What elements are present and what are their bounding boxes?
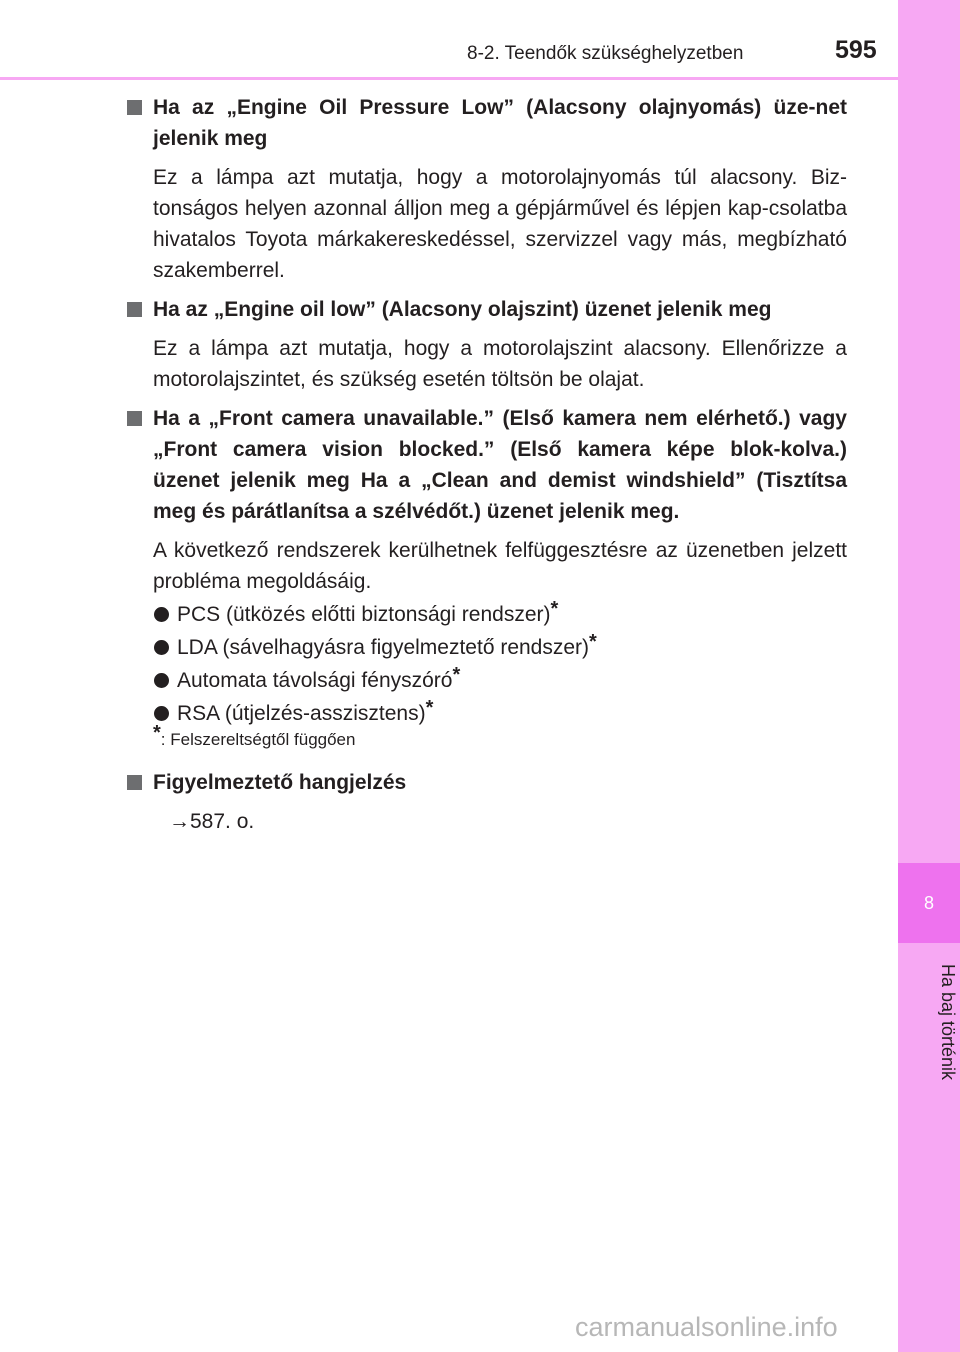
asterisk-mark: * — [153, 722, 161, 744]
section-heading-warning-sound — [125, 767, 847, 798]
bullet-dot-icon — [154, 673, 169, 688]
asterisk-mark: * — [550, 598, 559, 620]
square-bullet-icon — [127, 775, 142, 790]
chapter-title: Ha baj történik — [938, 963, 958, 1081]
square-bullet-icon — [127, 411, 142, 426]
page-header — [0, 0, 898, 80]
watermark: carmanualsonline.info — [575, 1312, 838, 1342]
square-bullet-icon — [127, 100, 142, 115]
list-item — [125, 599, 847, 630]
page-number: 595 — [835, 36, 877, 64]
page-reference: →587. o. — [169, 810, 255, 833]
footnote-text: : Felszereltségtől függően — [160, 730, 356, 749]
page-content — [125, 88, 847, 837]
list-item — [125, 665, 847, 696]
asterisk-mark: * — [589, 631, 597, 653]
list-item-text: LDA (sávelhagyásra figyelmeztető rendszer) — [177, 636, 590, 659]
asterisk-mark: * — [425, 697, 434, 719]
section-heading-oil-level — [125, 294, 847, 325]
list-item-text: PCS (ütközés előtti biztonsági rendszer) — [177, 603, 551, 626]
section-title: 8-2. Teendők szükséghelyzetben — [467, 43, 744, 64]
heading-text: Figyelmeztető hangjelzés — [153, 771, 407, 794]
list-item-text: RSA (útjelzés-asszisztens) — [177, 702, 426, 725]
body-paragraph: Ez a lámpa azt mutatja, hogy a motorolajszint alacsony. Ellenőrizze a motorolajszintet, és szükség esetén töltsön be olajat. — [153, 337, 847, 391]
chapter-side-tab — [898, 0, 960, 1352]
asterisk-mark: * — [452, 664, 461, 686]
heading-text: Ha az „Engine Oil Pressure Low” (Alacsony olajnyomás) üze-net jelenik meg — [153, 96, 847, 150]
bullet-dot-icon — [154, 706, 169, 721]
list-item — [125, 698, 847, 729]
heading-text: Ha a „Front camera unavailable.” (Első kamera nem elérhető.) vagy „Front camera vision blocked.” (Első kamera képe blok-kolva.) üzenet jelenik meg Ha a „Clean and demist windshield” (Tisztítsa meg és párátlanítsa a szélvédőt.) üzenet jelenik meg. — [153, 407, 847, 523]
body-paragraph: A következő rendszerek kerülhetnek felfüggesztésre az üzenetben jelzett probléma megoldásáig. — [153, 539, 847, 593]
bullet-dot-icon — [154, 607, 169, 622]
body-paragraph: Ez a lámpa azt mutatja, hogy a motorolajnyomás túl alacsony. Biz-tonságos helyen azonnal álljon meg a gépjárművel és lépjen kap-csolatba hivatalos Toyota márkakereskedéssel, szervizzel vagy más, megbízható szakemberrel. — [153, 166, 847, 282]
heading-text: Ha az „Engine oil low” (Alacsony olajszint) üzenet jelenik meg — [153, 298, 772, 321]
chapter-number: 8 — [898, 863, 960, 943]
bullet-dot-icon — [154, 640, 169, 655]
square-bullet-icon — [127, 302, 142, 317]
section-heading-oil-pressure — [125, 92, 847, 154]
section-heading-front-camera — [125, 403, 847, 527]
header-rule — [0, 77, 898, 80]
footnote — [125, 722, 847, 751]
list-item-text: Automata távolsági fényszóró — [177, 669, 453, 692]
list-item — [125, 632, 847, 663]
